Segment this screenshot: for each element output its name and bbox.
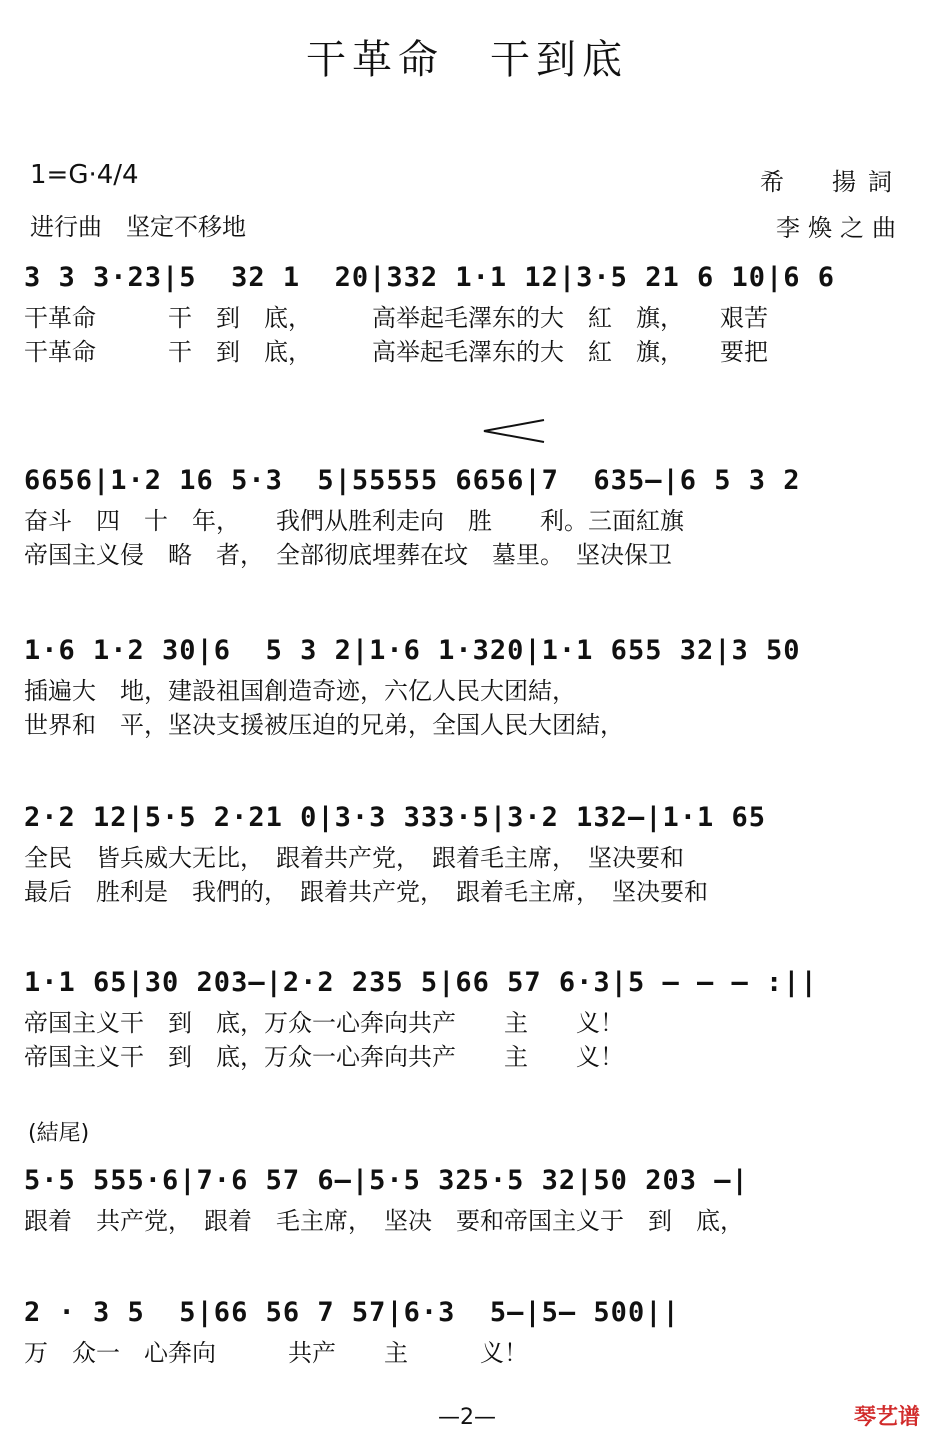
- key-signature: 1=G·4/4: [30, 160, 139, 190]
- crescendo-icon: [480, 416, 550, 446]
- lyric-verse-1: 干革命 干 到 底， 高举起毛澤东的大 紅 旗， 艰苦: [24, 304, 768, 332]
- lyric-verse-2: 干革命 干 到 底， 高举起毛澤东的大 紅 旗， 要把: [24, 338, 768, 366]
- lyric-verse-1: 奋斗 四 十 年， 我們从胜利走向 胜 利。三面紅旗: [24, 507, 684, 535]
- score-system-3: [24, 628, 910, 742]
- notation-line: 1·6 1·2 30|6 5 3 2|1·6 1·320|1·1 655 32|3 50: [24, 635, 801, 666]
- song-title: 干革命 干到底: [306, 37, 628, 83]
- notation-line: 3 3 3·23|5 32 1 20|332 1·1 12|3·5 21 6 10|6 6: [24, 262, 836, 293]
- lyric-verse-1: 帝国主义干 到 底，万众一心奔向共产 主 义！: [24, 1009, 624, 1037]
- score-system-4: [24, 795, 910, 909]
- notation-line: 6656|1·2 16 5·3 5|55555 6656|7 635—|6 5 3 2: [24, 465, 801, 496]
- lyric-verse-2: 帝国主义干 到 底，万众一心奔向共产 主 义！: [24, 1043, 624, 1071]
- watermark-logo: 琴艺谱: [853, 1405, 920, 1430]
- page-number: —2—: [438, 1405, 496, 1430]
- lyric-verse-1: 插遍大 地，建設祖国創造奇迹，六亿人民大团結，: [24, 677, 576, 705]
- score-system-1: [24, 255, 910, 369]
- composer-credit: 李煥之曲: [776, 214, 904, 242]
- notation-line: 5·5 555·6|7·6 57 6—|5·5 325·5 32|50 203 —|: [24, 1165, 749, 1196]
- notation-line: 2·2 12|5·5 2·21 0|3·3 333·5|3·2 132—|1·1 65: [24, 802, 766, 833]
- notation-line: 2 · 3 5 5|66 56 7 57|6·3 5—|5— 500||: [24, 1297, 680, 1328]
- lyric-verse-2: 最后 胜利是 我們的， 跟着共产党， 跟着毛主席， 坚决要和: [24, 878, 708, 906]
- coda-label: (結尾): [28, 1121, 90, 1146]
- lyric-verse-2: 世界和 平，坚决支援被压迫的兄弟，全国人民大团結，: [24, 711, 624, 739]
- score-system-2: [24, 458, 910, 572]
- lyric-verse-1: 全民 皆兵威大无比， 跟着共产党， 跟着毛主席， 坚决要和: [24, 844, 684, 872]
- lyric-verse-1: 万 众一 心奔向 共产 主 义！: [24, 1339, 528, 1367]
- lyric-verse-1: 跟着 共产党， 跟着 毛主席， 坚决 要和帝国主义于 到 底，: [24, 1207, 744, 1235]
- score-system-7: [24, 1290, 910, 1370]
- tempo-marking: 进行曲 坚定不移地: [30, 213, 246, 241]
- notation-line: 1·1 65|30 203—|2·2 235 5|66 57 6·3|5 — — — :||: [24, 967, 818, 998]
- lyric-verse-2: 帝国主义侵 略 者， 全部彻底埋葬在坟 墓里。 坚决保卫: [24, 541, 672, 569]
- lyricist-credit: 希 揚詞: [760, 168, 904, 196]
- score-system-6: [24, 1158, 910, 1238]
- score-system-5: [24, 960, 910, 1074]
